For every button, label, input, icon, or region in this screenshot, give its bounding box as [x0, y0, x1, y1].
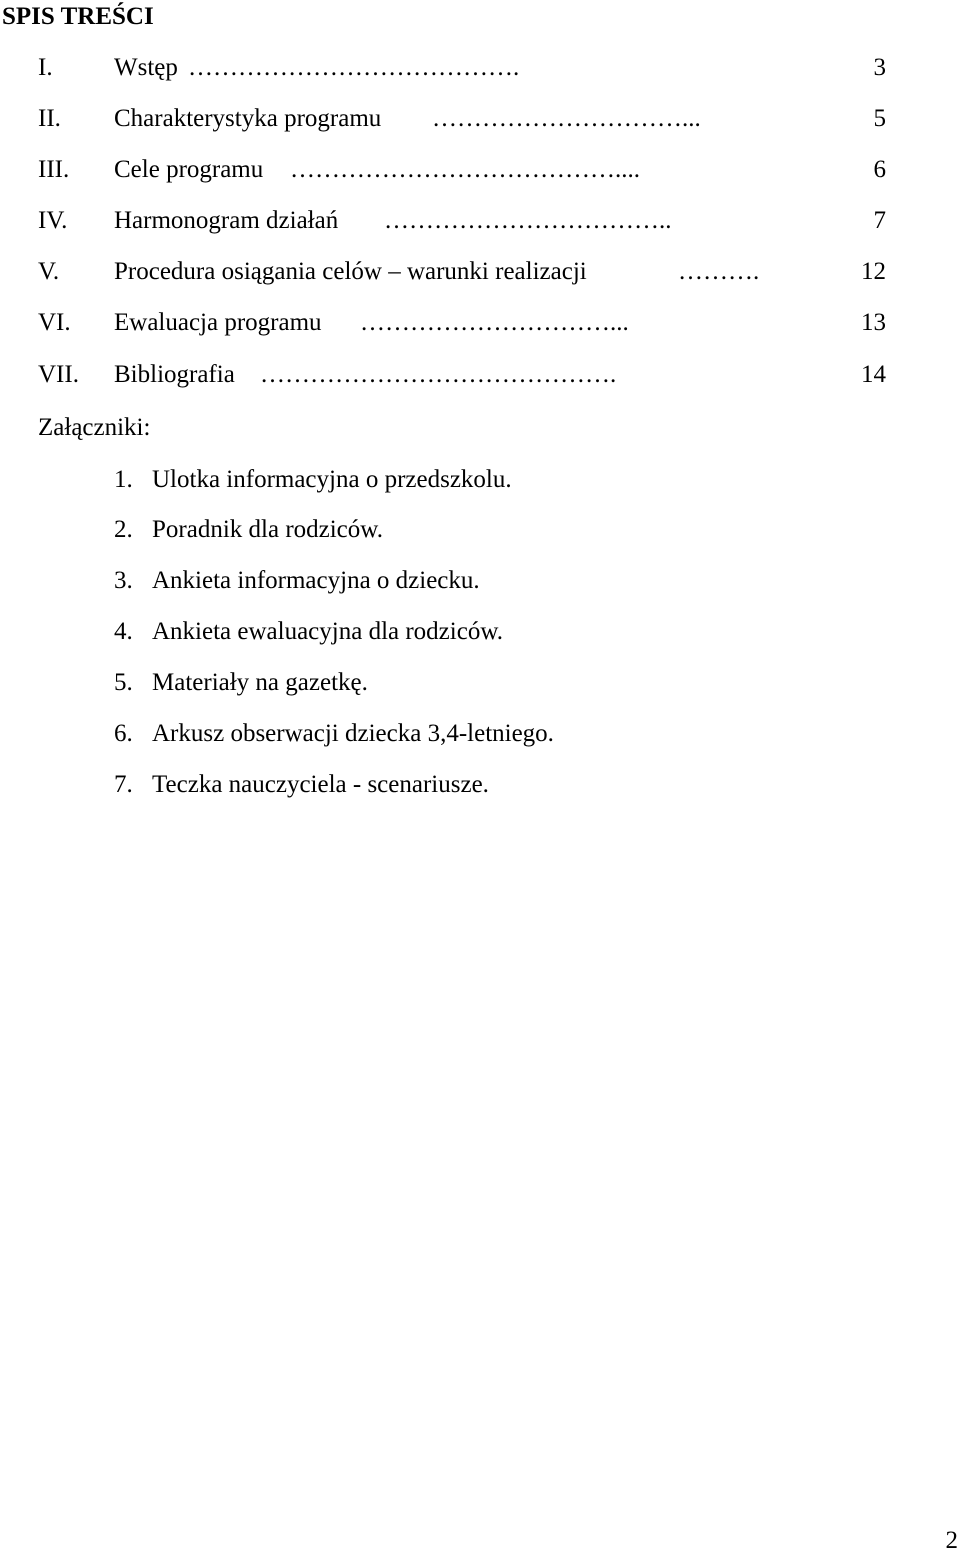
toc-entry-text: Bibliografia: [114, 361, 235, 388]
attachment-item: [114, 770, 489, 800]
attachment-text: Arkusz obserwacji dziecka 3,4-letniego.: [152, 720, 554, 747]
toc-entry-number: I.: [38, 54, 53, 81]
toc-entry-leader: ………………………………….: [188, 54, 520, 81]
toc-entry-number: IV.: [38, 207, 68, 234]
attachment-item: [114, 617, 503, 647]
toc-entry-text: Harmonogram działań: [114, 207, 339, 234]
toc-entry-leader: ……….: [678, 258, 760, 285]
toc-entry-leader: …………………………………....: [290, 156, 640, 183]
attachment-item: [114, 668, 368, 698]
toc-entry-leader: …………………………………….: [260, 361, 617, 388]
page-number: 2: [945, 1527, 958, 1554]
toc-entry[interactable]: [38, 360, 886, 390]
toc-entry-leader: …………………………...: [360, 309, 629, 336]
attachments-label: Załączniki:: [38, 414, 151, 441]
toc-entry-text: Wstęp: [114, 54, 178, 81]
attachment-number: 4.: [114, 618, 133, 645]
attachment-item: [114, 719, 554, 749]
toc-entry-number: VI.: [38, 309, 71, 336]
toc-entry-page: 14: [861, 361, 886, 388]
toc-entry[interactable]: [38, 53, 886, 83]
toc-entry[interactable]: [38, 257, 886, 287]
toc-entry-page: 12: [861, 258, 886, 285]
toc-entry-page: 7: [873, 207, 886, 234]
attachment-number: 1.: [114, 466, 133, 493]
attachment-text: Ulotka informacyjna o przedszkolu.: [152, 466, 512, 493]
toc-entry-number: V.: [38, 258, 60, 285]
toc-entry-text: Procedura osiągania celów – warunki realizacji: [114, 258, 587, 285]
attachment-number: 2.: [114, 516, 133, 543]
attachment-number: 3.: [114, 567, 133, 594]
attachment-text: Teczka nauczyciela - scenariusze.: [152, 771, 489, 798]
toc-entry-page: 6: [873, 156, 886, 183]
toc-entry[interactable]: [38, 308, 886, 338]
toc-entry-text: Cele programu: [114, 156, 264, 183]
toc-entry-number: VII.: [38, 361, 79, 388]
toc-entry-page: 3: [873, 54, 886, 81]
attachment-text: Poradnik dla rodziców.: [152, 516, 383, 543]
toc-entry-number: II.: [38, 105, 61, 132]
toc-title: SPIS TREŚCI: [2, 3, 154, 30]
attachment-item: [114, 566, 480, 596]
toc-entry-page: 5: [873, 105, 886, 132]
attachment-number: 7.: [114, 771, 133, 798]
toc-entry-leader: ……………………………..: [384, 207, 672, 234]
toc-entry[interactable]: [38, 206, 886, 236]
toc-entry[interactable]: [38, 104, 886, 134]
attachment-text: Materiały na gazetkę.: [152, 669, 368, 696]
toc-entry-text: Ewaluacja programu: [114, 309, 322, 336]
toc-entry-leader: …………………………...: [432, 105, 701, 132]
attachment-number: 6.: [114, 720, 133, 747]
attachment-item: [114, 515, 383, 545]
toc-entry-number: III.: [38, 156, 70, 183]
toc-entry-page: 13: [861, 309, 886, 336]
attachment-number: 5.: [114, 669, 133, 696]
toc-entry-text: Charakterystyka programu: [114, 105, 382, 132]
attachment-text: Ankieta informacyjna o dziecku.: [152, 567, 480, 594]
attachment-text: Ankieta ewaluacyjna dla rodziców.: [152, 618, 504, 645]
attachment-item: [114, 465, 512, 495]
toc-entry[interactable]: [38, 155, 886, 185]
